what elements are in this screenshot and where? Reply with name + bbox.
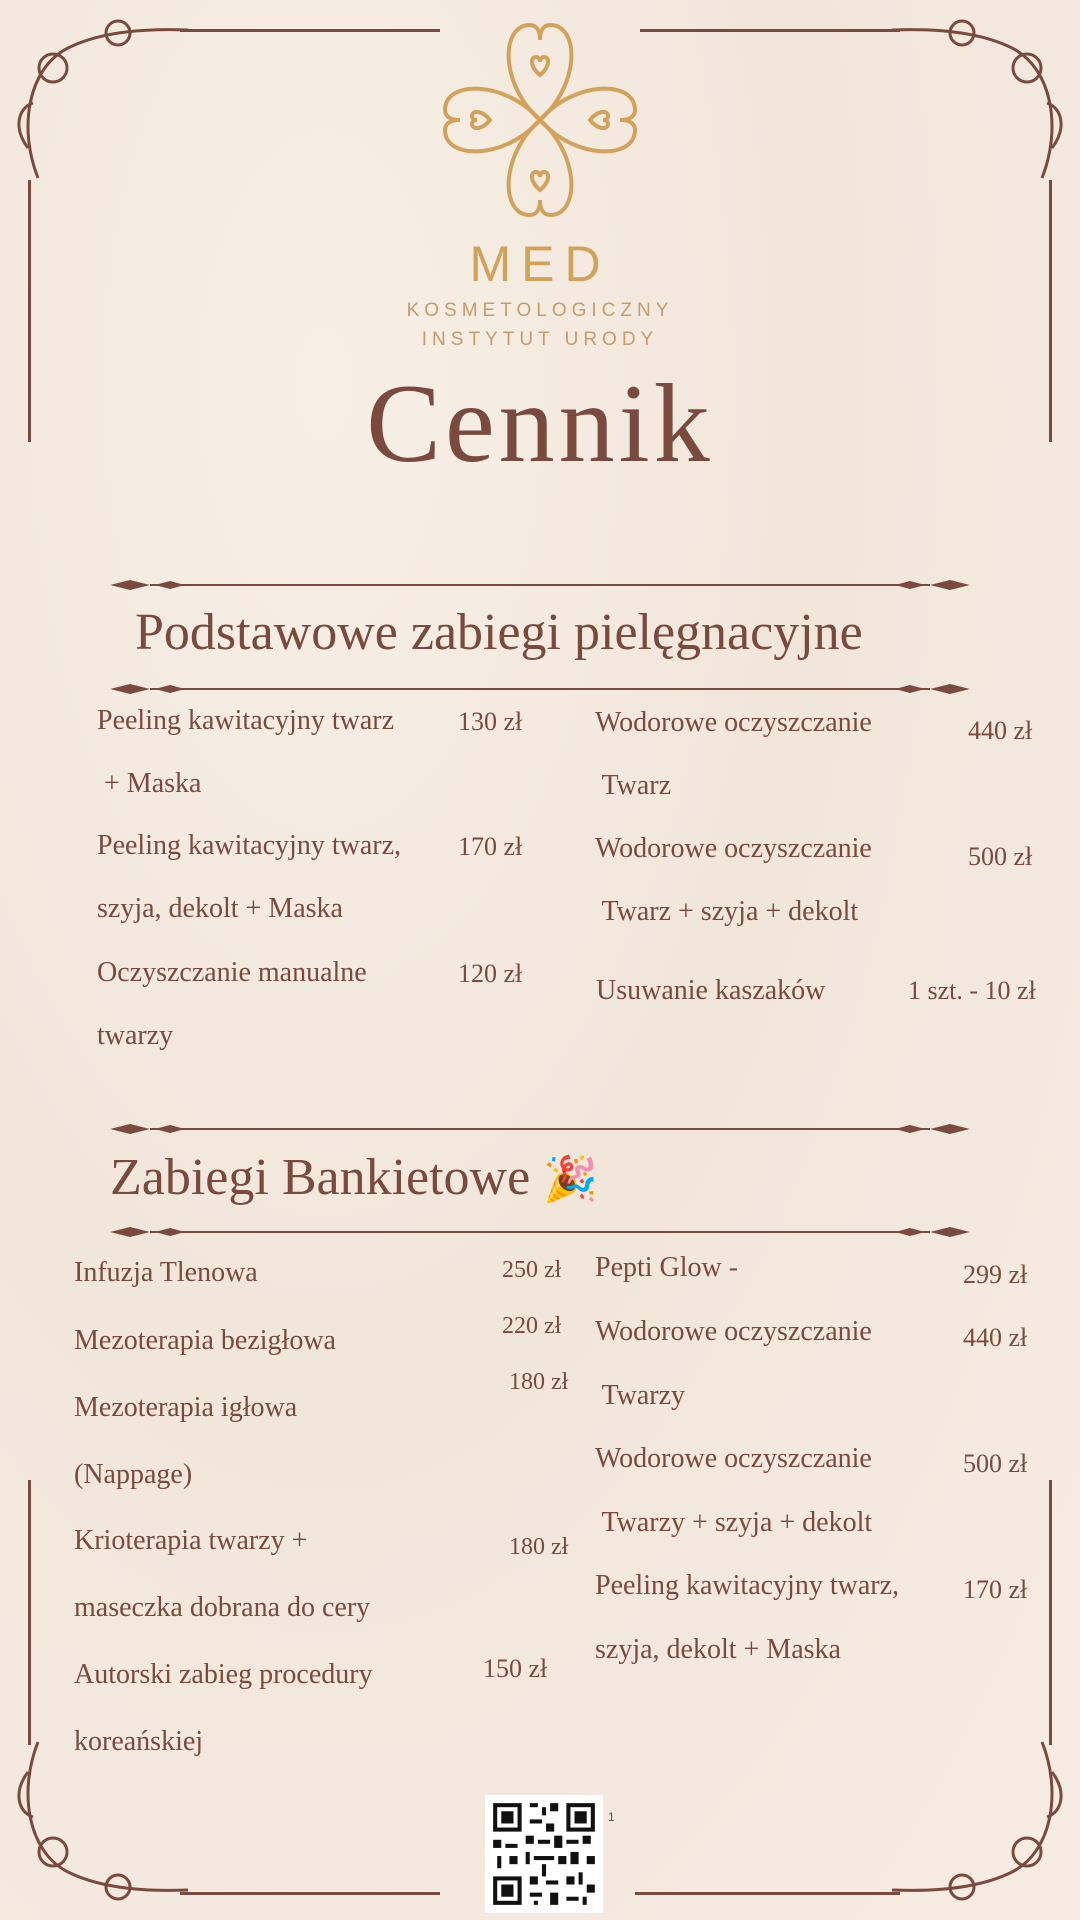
banquet-right-item-4-line-1: Peeling kawitacyjny twarz,: [595, 1570, 900, 1601]
basic-left-item-2-price: 170 zł: [458, 832, 523, 861]
banquet-left-item-5-line-1: Autorski zabieg procedury: [74, 1659, 373, 1690]
banquet-left-item-3-line-2: (Nappage): [74, 1459, 193, 1490]
basic-left-item-3-line-1: Oczyszczanie manualne: [97, 957, 367, 988]
divider-ornament: [110, 578, 970, 592]
section-title-banquet: [110, 1148, 598, 1207]
basic-right-item-2-price: 500 zł: [968, 842, 1033, 871]
banquet-left-item-4-line-2: maseczka dobrana do cery: [74, 1592, 371, 1623]
basic-right-item-3-line-1: Usuwanie kaszaków: [596, 975, 826, 1006]
banquet-left-item-4-line-1: Krioterapia twarzy +: [74, 1525, 308, 1556]
basic-right-item-2-line-2: Twarz + szyja + dekolt: [595, 896, 859, 927]
corner-ornament-top-right: [882, 8, 1072, 198]
frame-line-bottom-right: [635, 1892, 900, 1895]
basic-left-item-3-price: 120 zł: [458, 959, 523, 988]
clover-hearts-logo-icon: [420, 15, 660, 235]
corner-ornament-top-left: [8, 8, 198, 198]
banquet-right-item-3-line-2: Twarzy + szyja + dekolt: [595, 1507, 873, 1538]
basic-right-item-1-price: 440 zł: [968, 716, 1033, 745]
basic-right-item-2-line-1: Wodorowe oczyszczanie: [595, 833, 872, 864]
banquet-left-item-2-price: 220 zł: [502, 1313, 562, 1339]
logo-tagline-2: INSTYTUT URODY: [421, 329, 659, 350]
frame-line-right-lower: [1049, 1480, 1052, 1745]
banquet-right-item-1: Pepti Glow -: [595, 1252, 739, 1283]
section-title-basic: Podstawowe zabiegi pielęgnacyjne: [135, 604, 863, 661]
banquet-left-item-5-price: 150 zł: [483, 1654, 548, 1683]
basic-right-item-1-line-1: Wodorowe oczyszczanie: [595, 707, 872, 738]
banquet-right-item-2-price: 440 zł: [963, 1323, 1028, 1352]
banquet-left-item-3-price: 180 zł: [509, 1369, 569, 1395]
qr-code-icon: [485, 1795, 603, 1913]
banquet-right-item-1-price: 299 zł: [963, 1260, 1028, 1289]
frame-line-left-lower: [28, 1480, 31, 1745]
basic-right-item-3-price: 1 szt. - 10 zł: [908, 976, 1036, 1005]
qr-marker: 1: [608, 1810, 615, 1824]
basic-left-item-1-line-2: + Maska: [97, 768, 202, 799]
page-title: Cennik: [366, 362, 714, 486]
logo-tagline-1: KOSMETOLOGICZNY: [406, 300, 674, 321]
frame-line-bottom-left: [180, 1892, 440, 1895]
banquet-left-item-1: Infuzja Tlenowa: [74, 1257, 258, 1288]
banquet-right-item-4-line-2: szyja, dekolt + Maska: [595, 1634, 841, 1665]
divider-ornament: [110, 1225, 970, 1239]
divider-ornament: [110, 682, 970, 696]
basic-right-item-1-line-2: Twarz: [595, 770, 672, 801]
banquet-right-item-2-line-1: Wodorowe oczyszczanie: [595, 1316, 872, 1347]
basic-left-item-2-line-2: szyja, dekolt + Maska: [97, 893, 343, 924]
party-popper-icon: 🎉: [543, 1155, 598, 1204]
banquet-right-item-2-line-2: Twarzy: [595, 1380, 686, 1411]
banquet-left-item-4-price: 180 zł: [509, 1534, 569, 1560]
basic-left-item-2-line-1: Peeling kawitacyjny twarz,: [97, 830, 402, 861]
divider-ornament: [110, 1122, 970, 1136]
section-title-banquet-text: Zabiegi Bankietowe: [110, 1149, 531, 1206]
corner-ornament-bottom-right: [882, 1722, 1072, 1912]
qr-code[interactable]: [485, 1795, 603, 1913]
basic-left-item-1-line-1: Peeling kawitacyjny twarz: [97, 705, 395, 736]
banquet-left-item-1-price: 250 zł: [502, 1257, 562, 1283]
basic-left-item-1-price: 130 zł: [458, 707, 523, 736]
banquet-left-item-3-line-1: Mezoterapia igłowa: [74, 1392, 298, 1423]
banquet-right-item-3-line-1: Wodorowe oczyszczanie: [595, 1443, 872, 1474]
banquet-right-item-4-price: 170 zł: [963, 1575, 1028, 1604]
logo: [380, 15, 700, 350]
logo-brand: MED: [469, 236, 611, 292]
banquet-left-item-2: Mezoterapia bezigłowa: [74, 1325, 336, 1356]
banquet-left-item-5-line-2: koreańskiej: [74, 1726, 204, 1757]
basic-left-item-3-line-2: twarzy: [97, 1020, 174, 1051]
banquet-right-item-3-price: 500 zł: [963, 1449, 1028, 1478]
